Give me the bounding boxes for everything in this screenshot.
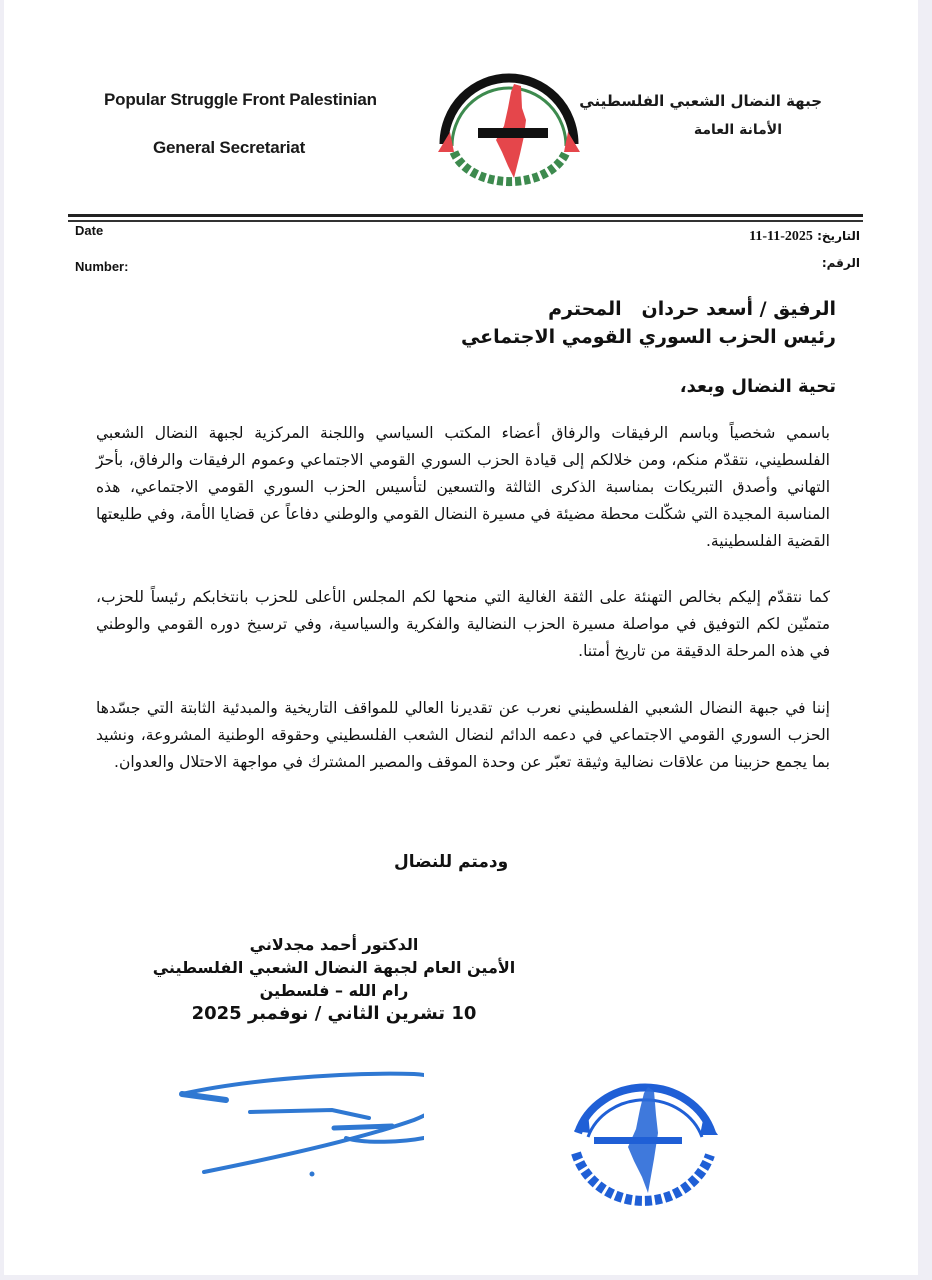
logo-abbrev-mark	[478, 128, 548, 138]
signatory-date: 10 تشرين الثاني / نوفمبر 2025	[191, 1003, 477, 1024]
stamp-abbrev-mark	[594, 1137, 682, 1144]
greeting: تحية النضال وبعد،	[679, 376, 836, 397]
signatory-location: رام الله – فلسطين	[259, 981, 409, 1000]
organization-logo	[424, 56, 594, 192]
date-label-en: Date	[75, 223, 104, 238]
date-field-ar	[749, 229, 860, 245]
closing-line: ودمتم للنضال	[394, 852, 509, 872]
department-ar: الأمانة العامة	[693, 122, 782, 138]
number-label-ar: الرقم:	[821, 256, 860, 270]
body-paragraph: إننا في جبهة النضال الشعبي الفلسطيني نعرب عن تقديرنا العالي للمواقف التاريخية والمبدئية الثابتة التي جسّدها الحزب السوري القومي الاجتماعي في دعمه الدائم لنضال الشعب الفلسطيني وحقوقه الوطنية المشروعة، ونشيد بما يجمع حزبينا من علاقات نضالية وثيقة تعبّر عن وحدة الموقف والمصير المشترك في مواجهة الاحتلال والعدوان.	[96, 699, 830, 771]
date-value: 2025-11-11	[749, 229, 813, 244]
header-rule	[68, 214, 863, 217]
header-rule-thin	[68, 220, 863, 222]
org-name-en: Popular Struggle Front Palestinian	[104, 90, 377, 109]
addressee-line-1: الرفيق / أسعد حردان المحترم	[548, 298, 836, 320]
org-name-ar: جبهة النضال الشعبي الفلسطيني	[579, 92, 822, 110]
department-en: General Secretariat	[153, 138, 306, 157]
date-label-ar: التاريخ:	[817, 229, 860, 243]
body-paragraph: باسمي شخصياً وباسم الرفيقات والرفاق أعضاء المكتب السياسي واللجنة المركزية لجبهة النضال الشعبي الفلسطيني، نتقدّم منكم، ومن خلالكم إلى قيادة الحزب السوري القومي الاجتماعي وعموم الرفيقات والرفاق، بأحرّ التهاني وأصدق التبريكات بمناسبة الذكرى الثالثة والتسعين لتأسيس الحزب السوري القومي الاجتماعي، هذه المناسبة المجيدة التي شكّلت محطة مضيئة في مسيرة النضال القومي والوطني دفاعاً عن قضايا الأمة، وفي طليعتها القضية الفلسطينية.	[96, 424, 830, 550]
addressee-line-2: رئيس الحزب السوري القومي الاجتماعي	[460, 326, 836, 348]
number-label-en: Number:	[75, 259, 129, 274]
letter-page	[4, 0, 918, 1275]
signatory-title: الأمين العام لجبهة النضال الشعبي الفلسطيني	[152, 958, 516, 977]
signatory-block	[144, 933, 524, 1025]
signatory-name: الدكتور أحمد مجدلاني	[249, 935, 419, 954]
body-paragraph: كما نتقدّم إليكم بخالص التهنئة على الثقة الغالية التي منحها لكم المجلس الأعلى للحزب بانتخابكم رئيساً للحزب، متمنّين لكم التوفيق في مواصلة مسيرة الحزب النضالية والفكرية والسياسية، وفي ترسيخ دوره القومي والوطني في هذه المرحلة الدقيقة من تاريخ أمتنا.	[96, 588, 830, 660]
organization-stamp	[554, 1063, 734, 1243]
handwritten-signature	[164, 1060, 424, 1200]
